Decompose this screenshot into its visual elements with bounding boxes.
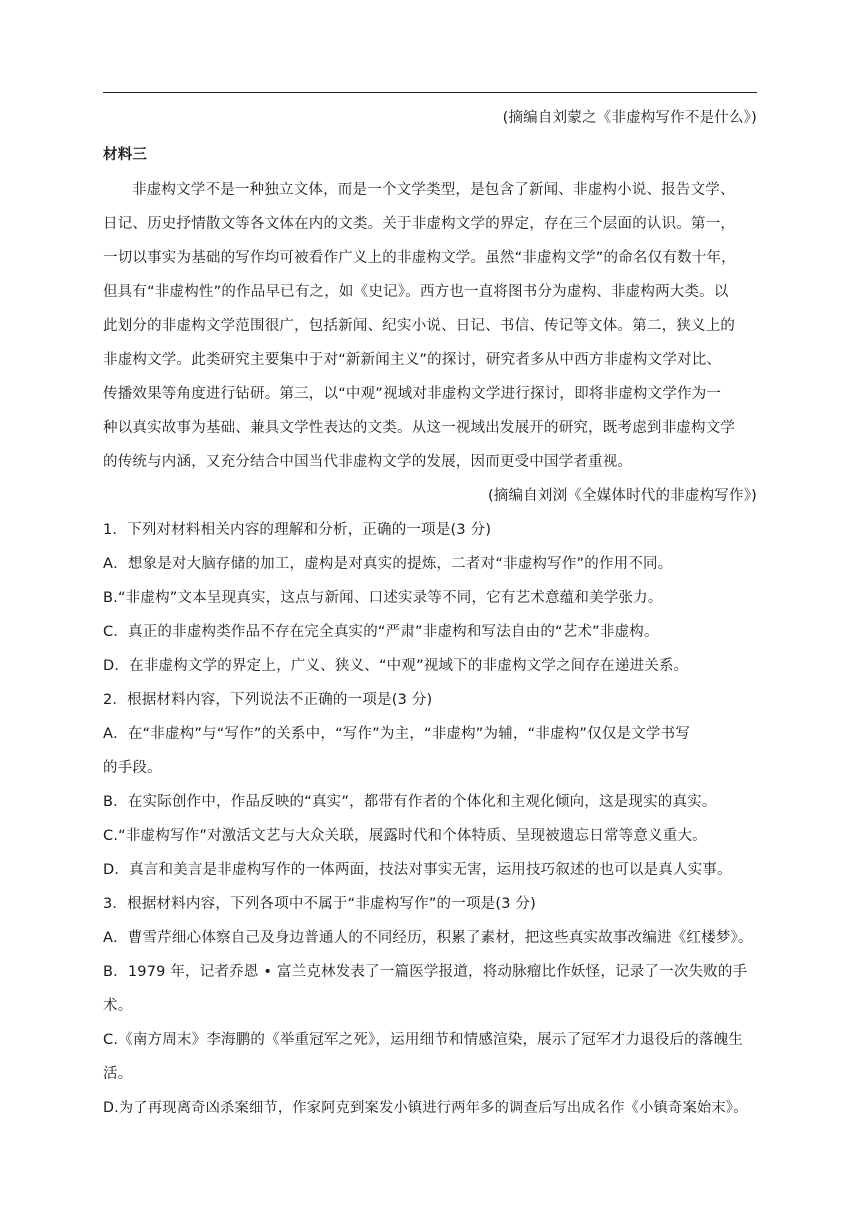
material-3-line: 的传统与内涵，又充分结合中国当代非虚构文学的发展，因而更受中国学者重视。 bbox=[103, 454, 633, 470]
question-1-option-a: A．想象是对大脑存储的加工，虚构是对真实的提炼，二者对“非虚构写作”的作用不同。 bbox=[103, 556, 673, 572]
material-3-line: 传播效果等角度进行钻研。第三，以“中观”视域对非虚构文学进行探讨，即将非虚构文学作为一 bbox=[103, 386, 722, 402]
question-3-stem: 3．根据材料内容，下列各项中不属于“非虚构写作”的一项是(3 分) bbox=[103, 896, 536, 912]
source-citation-2: (摘编自刘蒙之《非虚构写作不是什么》) bbox=[502, 110, 757, 126]
material-3-line: 一切以事实为基础的写作均可被看作广义上的非虚构文学。虽然“非虚构文学”的命名仅有数十年， bbox=[103, 250, 736, 266]
question-2-option-c: C.“非虚构写作”对激活文艺与大众关联，展露时代和个体特质、呈现被遗忘日常等意义重大。 bbox=[103, 828, 707, 844]
material-3-line: 日记、历史抒情散文等各文体在内的文类。关于非虚构文学的界定，存在三个层面的认识。第一， bbox=[103, 216, 736, 232]
question-3-option-c-cont: 活。 bbox=[103, 1066, 133, 1082]
top-divider bbox=[103, 92, 757, 93]
question-3-option-c: C.《南方周末》李海鹏的《举重冠军之死》，运用细节和情感渲染，展示了冠军才力退役后的落魄生 bbox=[103, 1032, 743, 1048]
source-citation-3: (摘编自刘浏《全媒体时代的非虚构写作》) bbox=[487, 488, 757, 504]
question-2-option-b: B．在实际创作中，作品反映的“真实”，都带有作者的个体化和主观化倾向，这是现实的真实。 bbox=[103, 794, 717, 810]
question-1-stem: 1．下列对材料相关内容的理解和分析，正确的一项是(3 分) bbox=[103, 522, 492, 538]
question-1-option-b: B.“非虚构”文本呈现真实，这点与新闻、口述实录等不同，它有艺术意蕴和美学张力。 bbox=[103, 590, 663, 606]
question-2-stem: 2．根据材料内容，下列说法不正确的一项是(3 分) bbox=[103, 692, 433, 708]
question-2-option-a-cont: 的手段。 bbox=[103, 760, 162, 776]
question-3-option-b-cont: 术。 bbox=[103, 998, 133, 1014]
question-1-option-d: D．在非虚构文学的界定上，广义、狭义、“中观”视域下的非虚构文学之间存在递进关系。 bbox=[103, 658, 689, 674]
question-3-option-b: B．1979 年，记者乔恩 • 富兰克林发表了一篇医学报道，将动脉瘤比作妖怪，记录了一次失败的手 bbox=[103, 964, 748, 980]
question-3-option-a: A．曹雪芹细心体察自己及身边普通人的不同经历，积累了素材，把这些真实故事改编进《红楼梦》。 bbox=[103, 930, 753, 946]
material-3-line: 非虚构文学。此类研究主要集中于对“新新闻主义”的探讨，研究者多从中西方非虚构文学对比、 bbox=[103, 352, 722, 368]
material-3-heading: 材料三 bbox=[103, 147, 148, 163]
question-1-option-c: C．真正的非虚构类作品不存在完全真实的“严肃”非虚构和写法自由的“艺术”非虚构。 bbox=[103, 624, 659, 640]
material-3-line: 种以真实故事为基础、兼具文学性表达的文类。从这一视域出发展开的研究，既考虑到非虚构文学 bbox=[103, 420, 736, 436]
material-3-line: 此划分的非虚构文学范围很广，包括新闻、纪实小说、日记、书信、传记等文体。第二，狭义上的 bbox=[103, 318, 736, 334]
question-2-option-d: D．真言和美言是非虚构写作的一体两面，技法对事实无害，运用技巧叙述的也可以是真人实事。 bbox=[103, 862, 732, 878]
material-3-line: 非虚构文学不是一种独立文体，而是一个文学类型，是包含了新闻、非虚构小说、报告文学、 bbox=[132, 182, 735, 198]
question-3-option-d: D.为了再现离奇凶杀案细节，作家阿克到案发小镇进行两年多的调查后写出成名作《小镇奇案始末》。 bbox=[103, 1100, 748, 1116]
question-2-option-a: A．在“非虚构”与“写作”的关系中，“写作”为主，“非虚构”为辅，“非虚构”仅仅是文学书写 bbox=[103, 726, 691, 742]
material-3-line: 但具有“非虚构性”的作品早已有之，如《史记》。西方也一直将图书分为虚构、非虚构两大类。以 bbox=[103, 284, 729, 300]
